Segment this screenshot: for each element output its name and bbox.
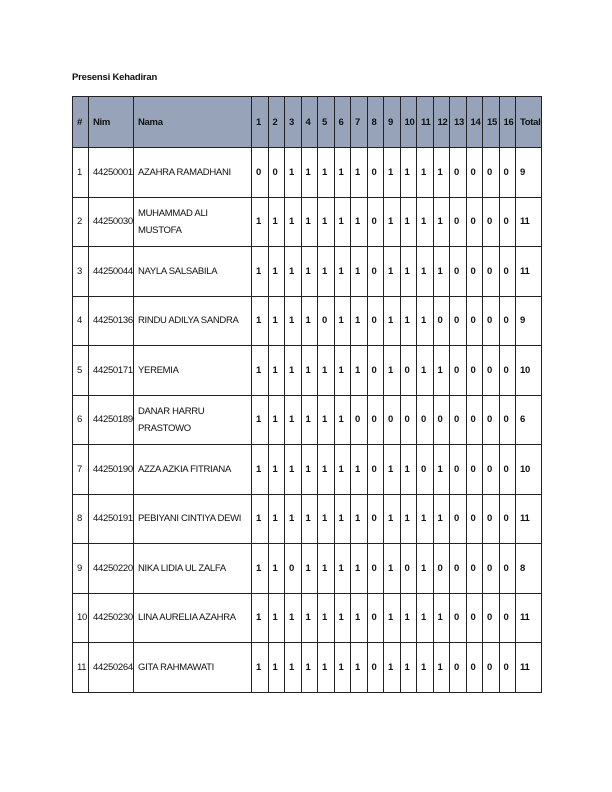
attendance-cell: 0 bbox=[450, 445, 467, 495]
attendance-cell: 0 bbox=[367, 346, 384, 396]
attendance-cell: 0 bbox=[483, 544, 500, 594]
row-number-cell: 9 bbox=[73, 544, 89, 594]
attendance-cell: 1 bbox=[384, 445, 401, 495]
total-cell: 10 bbox=[516, 445, 542, 495]
attendance-cell: 1 bbox=[384, 544, 401, 594]
attendance-cell: 1 bbox=[252, 346, 269, 396]
attendance-cell: 1 bbox=[433, 247, 450, 297]
attendance-cell: 0 bbox=[285, 544, 302, 594]
table-row bbox=[73, 148, 542, 198]
attendance-cell: 0 bbox=[367, 445, 384, 495]
attendance-cell: 1 bbox=[417, 544, 434, 594]
attendance-cell: 0 bbox=[499, 296, 516, 346]
table-row bbox=[73, 494, 542, 544]
attendance-cell: 1 bbox=[400, 296, 417, 346]
total-cell: 10 bbox=[516, 346, 542, 396]
attendance-cell: 1 bbox=[301, 247, 318, 297]
attendance-cell: 1 bbox=[351, 643, 368, 693]
row-number-cell: 10 bbox=[73, 593, 89, 643]
attendance-cell: 0 bbox=[466, 296, 483, 346]
column-header: 1 bbox=[252, 97, 269, 148]
attendance-cell: 1 bbox=[268, 445, 285, 495]
row-number-cell: 8 bbox=[73, 494, 89, 544]
attendance-cell: 0 bbox=[499, 247, 516, 297]
attendance-cell: 1 bbox=[268, 296, 285, 346]
name-cell: YEREMIA bbox=[134, 346, 252, 396]
table-row bbox=[73, 643, 542, 693]
attendance-cell: 1 bbox=[417, 296, 434, 346]
column-header: 13 bbox=[450, 97, 467, 148]
attendance-cell: 1 bbox=[301, 643, 318, 693]
attendance-cell: 1 bbox=[268, 593, 285, 643]
table-row bbox=[73, 445, 542, 495]
attendance-cell: 1 bbox=[351, 197, 368, 247]
total-cell: 11 bbox=[516, 593, 542, 643]
attendance-cell: 1 bbox=[334, 296, 351, 346]
attendance-cell: 1 bbox=[318, 247, 335, 297]
nim-cell: 44250136 bbox=[89, 296, 134, 346]
page-title: Presensi Kehadiran bbox=[72, 72, 158, 83]
attendance-cell: 0 bbox=[450, 544, 467, 594]
attendance-cell: 0 bbox=[483, 148, 500, 198]
attendance-cell: 1 bbox=[400, 494, 417, 544]
name-cell: PEBIYANI CINTIYA DEWI bbox=[134, 494, 252, 544]
attendance-cell: 1 bbox=[318, 494, 335, 544]
attendance-cell: 0 bbox=[367, 197, 384, 247]
attendance-cell: 1 bbox=[252, 544, 269, 594]
attendance-cell: 1 bbox=[301, 296, 318, 346]
nim-cell: 44250189 bbox=[89, 395, 134, 445]
attendance-cell: 0 bbox=[450, 296, 467, 346]
attendance-cell: 1 bbox=[400, 247, 417, 297]
attendance-cell: 0 bbox=[499, 593, 516, 643]
attendance-cell: 1 bbox=[318, 346, 335, 396]
attendance-cell: 0 bbox=[268, 148, 285, 198]
total-cell: 11 bbox=[516, 197, 542, 247]
attendance-cell: 0 bbox=[400, 395, 417, 445]
attendance-cell: 0 bbox=[252, 148, 269, 198]
attendance-cell: 1 bbox=[301, 395, 318, 445]
table-row bbox=[73, 296, 542, 346]
attendance-cell: 0 bbox=[367, 395, 384, 445]
attendance-cell: 0 bbox=[450, 593, 467, 643]
attendance-cell: 0 bbox=[499, 445, 516, 495]
attendance-cell: 1 bbox=[334, 148, 351, 198]
column-header: 12 bbox=[433, 97, 450, 148]
attendance-cell: 1 bbox=[384, 346, 401, 396]
attendance-cell: 1 bbox=[433, 197, 450, 247]
attendance-cell: 1 bbox=[417, 494, 434, 544]
attendance-cell: 1 bbox=[417, 346, 434, 396]
attendance-cell: 0 bbox=[400, 544, 417, 594]
attendance-cell: 0 bbox=[499, 643, 516, 693]
attendance-table bbox=[72, 96, 542, 693]
attendance-cell: 1 bbox=[334, 593, 351, 643]
attendance-cell: 1 bbox=[318, 544, 335, 594]
attendance-cell: 1 bbox=[433, 494, 450, 544]
attendance-cell: 1 bbox=[417, 247, 434, 297]
attendance-cell: 0 bbox=[450, 395, 467, 445]
attendance-cell: 1 bbox=[268, 544, 285, 594]
nim-cell: 44250171 bbox=[89, 346, 134, 396]
attendance-cell: 0 bbox=[483, 395, 500, 445]
name-cell: MUHAMMAD ALI MUSTOFA bbox=[134, 197, 252, 247]
attendance-cell: 1 bbox=[433, 148, 450, 198]
table-row bbox=[73, 247, 542, 297]
attendance-cell: 0 bbox=[367, 247, 384, 297]
attendance-cell: 0 bbox=[384, 395, 401, 445]
column-header: 6 bbox=[334, 97, 351, 148]
attendance-cell: 1 bbox=[318, 593, 335, 643]
attendance-cell: 1 bbox=[384, 197, 401, 247]
attendance-cell: 1 bbox=[285, 346, 302, 396]
attendance-cell: 1 bbox=[252, 593, 269, 643]
column-header: 3 bbox=[285, 97, 302, 148]
column-header: 5 bbox=[318, 97, 335, 148]
row-number-cell: 2 bbox=[73, 197, 89, 247]
attendance-cell: 0 bbox=[400, 346, 417, 396]
attendance-cell: 0 bbox=[499, 346, 516, 396]
nim-cell: 44250030 bbox=[89, 197, 134, 247]
attendance-cell: 1 bbox=[433, 445, 450, 495]
attendance-cell: 0 bbox=[499, 395, 516, 445]
attendance-cell: 1 bbox=[400, 643, 417, 693]
attendance-cell: 0 bbox=[318, 296, 335, 346]
nim-cell: 44250264 bbox=[89, 643, 134, 693]
attendance-cell: 1 bbox=[252, 395, 269, 445]
attendance-cell: 0 bbox=[483, 445, 500, 495]
attendance-cell: 1 bbox=[301, 445, 318, 495]
attendance-cell: 0 bbox=[367, 494, 384, 544]
name-cell: NIKA LIDIA UL ZALFA bbox=[134, 544, 252, 594]
attendance-cell: 0 bbox=[466, 643, 483, 693]
attendance-cell: 1 bbox=[400, 148, 417, 198]
row-number-cell: 4 bbox=[73, 296, 89, 346]
attendance-cell: 1 bbox=[334, 395, 351, 445]
column-header: 9 bbox=[384, 97, 401, 148]
attendance-cell: 1 bbox=[400, 197, 417, 247]
column-header: 7 bbox=[351, 97, 368, 148]
attendance-cell: 1 bbox=[351, 445, 368, 495]
column-header: 14 bbox=[466, 97, 483, 148]
total-cell: 11 bbox=[516, 494, 542, 544]
nim-cell: 44250001 bbox=[89, 148, 134, 198]
attendance-cell: 0 bbox=[450, 197, 467, 247]
attendance-cell: 1 bbox=[285, 494, 302, 544]
attendance-cell: 1 bbox=[334, 544, 351, 594]
attendance-cell: 1 bbox=[268, 346, 285, 396]
name-cell: GITA RAHMAWATI bbox=[134, 643, 252, 693]
attendance-cell: 0 bbox=[367, 544, 384, 594]
attendance-cell: 1 bbox=[318, 197, 335, 247]
attendance-cell: 1 bbox=[285, 593, 302, 643]
attendance-cell: 1 bbox=[301, 494, 318, 544]
row-number-cell: 5 bbox=[73, 346, 89, 396]
table-row bbox=[73, 346, 542, 396]
total-cell: 9 bbox=[516, 296, 542, 346]
table-row bbox=[73, 197, 542, 247]
attendance-cell: 1 bbox=[400, 445, 417, 495]
attendance-cell: 0 bbox=[466, 346, 483, 396]
attendance-cell: 1 bbox=[285, 395, 302, 445]
attendance-cell: 0 bbox=[483, 346, 500, 396]
attendance-cell: 0 bbox=[466, 494, 483, 544]
name-cell: DANAR HARRU PRASTOWO bbox=[134, 395, 252, 445]
attendance-cell: 0 bbox=[466, 247, 483, 297]
attendance-cell: 1 bbox=[334, 643, 351, 693]
column-header: 11 bbox=[417, 97, 434, 148]
column-header: 16 bbox=[499, 97, 516, 148]
attendance-cell: 1 bbox=[433, 643, 450, 693]
attendance-cell: 0 bbox=[367, 296, 384, 346]
row-number-cell: 7 bbox=[73, 445, 89, 495]
attendance-cell: 1 bbox=[384, 247, 401, 297]
attendance-cell: 1 bbox=[318, 148, 335, 198]
total-cell: 11 bbox=[516, 643, 542, 693]
attendance-cell: 1 bbox=[252, 643, 269, 693]
column-header: Nama bbox=[134, 97, 252, 148]
table-row bbox=[73, 544, 542, 594]
table-row bbox=[73, 395, 542, 445]
attendance-cell: 1 bbox=[268, 494, 285, 544]
name-cell: AZAHRA RAMADHANI bbox=[134, 148, 252, 198]
column-header: 4 bbox=[301, 97, 318, 148]
column-header: Total bbox=[516, 97, 542, 148]
table-header-row bbox=[73, 97, 542, 148]
attendance-cell: 1 bbox=[384, 593, 401, 643]
attendance-cell: 1 bbox=[301, 197, 318, 247]
attendance-cell: 0 bbox=[417, 445, 434, 495]
row-number-cell: 11 bbox=[73, 643, 89, 693]
attendance-cell: 0 bbox=[433, 544, 450, 594]
column-header: 2 bbox=[268, 97, 285, 148]
total-cell: 8 bbox=[516, 544, 542, 594]
attendance-cell: 0 bbox=[499, 544, 516, 594]
attendance-cell: 0 bbox=[367, 593, 384, 643]
attendance-cell: 0 bbox=[499, 148, 516, 198]
attendance-cell: 0 bbox=[450, 643, 467, 693]
nim-cell: 44250191 bbox=[89, 494, 134, 544]
attendance-cell: 1 bbox=[351, 346, 368, 396]
attendance-cell: 1 bbox=[252, 445, 269, 495]
attendance-cell: 1 bbox=[417, 197, 434, 247]
column-header: Nim bbox=[89, 97, 134, 148]
attendance-cell: 0 bbox=[450, 148, 467, 198]
attendance-cell: 1 bbox=[301, 148, 318, 198]
nim-cell: 44250190 bbox=[89, 445, 134, 495]
name-cell: LINA AURELIA AZAHRA bbox=[134, 593, 252, 643]
row-number-cell: 3 bbox=[73, 247, 89, 297]
attendance-cell: 1 bbox=[417, 643, 434, 693]
attendance-cell: 1 bbox=[384, 296, 401, 346]
attendance-cell: 1 bbox=[318, 395, 335, 445]
column-header: # bbox=[73, 97, 89, 148]
attendance-cell: 1 bbox=[384, 494, 401, 544]
attendance-cell: 0 bbox=[483, 643, 500, 693]
attendance-cell: 0 bbox=[450, 494, 467, 544]
attendance-cell: 1 bbox=[268, 247, 285, 297]
attendance-cell: 1 bbox=[285, 197, 302, 247]
attendance-cell: 1 bbox=[285, 247, 302, 297]
attendance-cell: 0 bbox=[417, 395, 434, 445]
attendance-cell: 0 bbox=[483, 593, 500, 643]
total-cell: 9 bbox=[516, 148, 542, 198]
attendance-cell: 0 bbox=[450, 247, 467, 297]
attendance-cell: 1 bbox=[252, 494, 269, 544]
row-number-cell: 1 bbox=[73, 148, 89, 198]
name-cell: NAYLA SALSABILA bbox=[134, 247, 252, 297]
attendance-cell: 1 bbox=[318, 445, 335, 495]
nim-cell: 44250220 bbox=[89, 544, 134, 594]
attendance-cell: 0 bbox=[466, 148, 483, 198]
nim-cell: 44250230 bbox=[89, 593, 134, 643]
attendance-cell: 0 bbox=[483, 296, 500, 346]
attendance-cell: 1 bbox=[334, 494, 351, 544]
attendance-cell: 1 bbox=[268, 643, 285, 693]
attendance-cell: 1 bbox=[285, 296, 302, 346]
attendance-cell: 1 bbox=[268, 197, 285, 247]
attendance-cell: 0 bbox=[433, 395, 450, 445]
column-header: 8 bbox=[367, 97, 384, 148]
attendance-cell: 1 bbox=[351, 247, 368, 297]
name-cell: RINDU ADILYA SANDRA bbox=[134, 296, 252, 346]
attendance-cell: 1 bbox=[384, 643, 401, 693]
attendance-cell: 1 bbox=[417, 593, 434, 643]
attendance-cell: 0 bbox=[466, 395, 483, 445]
table-row bbox=[73, 593, 542, 643]
attendance-cell: 0 bbox=[367, 148, 384, 198]
attendance-cell: 1 bbox=[334, 247, 351, 297]
nim-cell: 44250044 bbox=[89, 247, 134, 297]
attendance-cell: 1 bbox=[351, 148, 368, 198]
attendance-cell: 1 bbox=[351, 296, 368, 346]
attendance-cell: 0 bbox=[499, 494, 516, 544]
attendance-cell: 1 bbox=[301, 346, 318, 396]
total-cell: 11 bbox=[516, 247, 542, 297]
attendance-cell: 1 bbox=[252, 197, 269, 247]
attendance-cell: 1 bbox=[433, 593, 450, 643]
attendance-cell: 0 bbox=[483, 197, 500, 247]
attendance-cell: 1 bbox=[301, 593, 318, 643]
attendance-cell: 0 bbox=[466, 445, 483, 495]
attendance-cell: 1 bbox=[384, 148, 401, 198]
total-cell: 6 bbox=[516, 395, 542, 445]
attendance-cell: 0 bbox=[450, 346, 467, 396]
column-header: 15 bbox=[483, 97, 500, 148]
attendance-cell: 0 bbox=[433, 296, 450, 346]
attendance-cell: 1 bbox=[285, 445, 302, 495]
attendance-cell: 0 bbox=[367, 643, 384, 693]
attendance-cell: 1 bbox=[285, 643, 302, 693]
attendance-cell: 0 bbox=[466, 197, 483, 247]
attendance-cell: 1 bbox=[252, 296, 269, 346]
attendance-cell: 1 bbox=[285, 148, 302, 198]
attendance-cell: 1 bbox=[301, 544, 318, 594]
attendance-cell: 1 bbox=[433, 346, 450, 396]
attendance-cell: 1 bbox=[252, 247, 269, 297]
attendance-cell: 1 bbox=[334, 197, 351, 247]
name-cell: AZZA AZKIA FITRIANA bbox=[134, 445, 252, 495]
attendance-cell: 1 bbox=[318, 643, 335, 693]
attendance-cell: 1 bbox=[351, 544, 368, 594]
attendance-cell: 0 bbox=[466, 544, 483, 594]
attendance-cell: 1 bbox=[334, 346, 351, 396]
row-number-cell: 6 bbox=[73, 395, 89, 445]
attendance-cell: 0 bbox=[483, 247, 500, 297]
attendance-cell: 1 bbox=[351, 593, 368, 643]
attendance-cell: 1 bbox=[334, 445, 351, 495]
attendance-cell: 1 bbox=[417, 148, 434, 198]
attendance-cell: 1 bbox=[400, 593, 417, 643]
column-header: 10 bbox=[400, 97, 417, 148]
attendance-cell: 0 bbox=[499, 197, 516, 247]
attendance-cell: 0 bbox=[466, 593, 483, 643]
attendance-cell: 1 bbox=[268, 395, 285, 445]
attendance-cell: 1 bbox=[351, 494, 368, 544]
attendance-cell: 0 bbox=[483, 494, 500, 544]
attendance-cell: 0 bbox=[351, 395, 368, 445]
